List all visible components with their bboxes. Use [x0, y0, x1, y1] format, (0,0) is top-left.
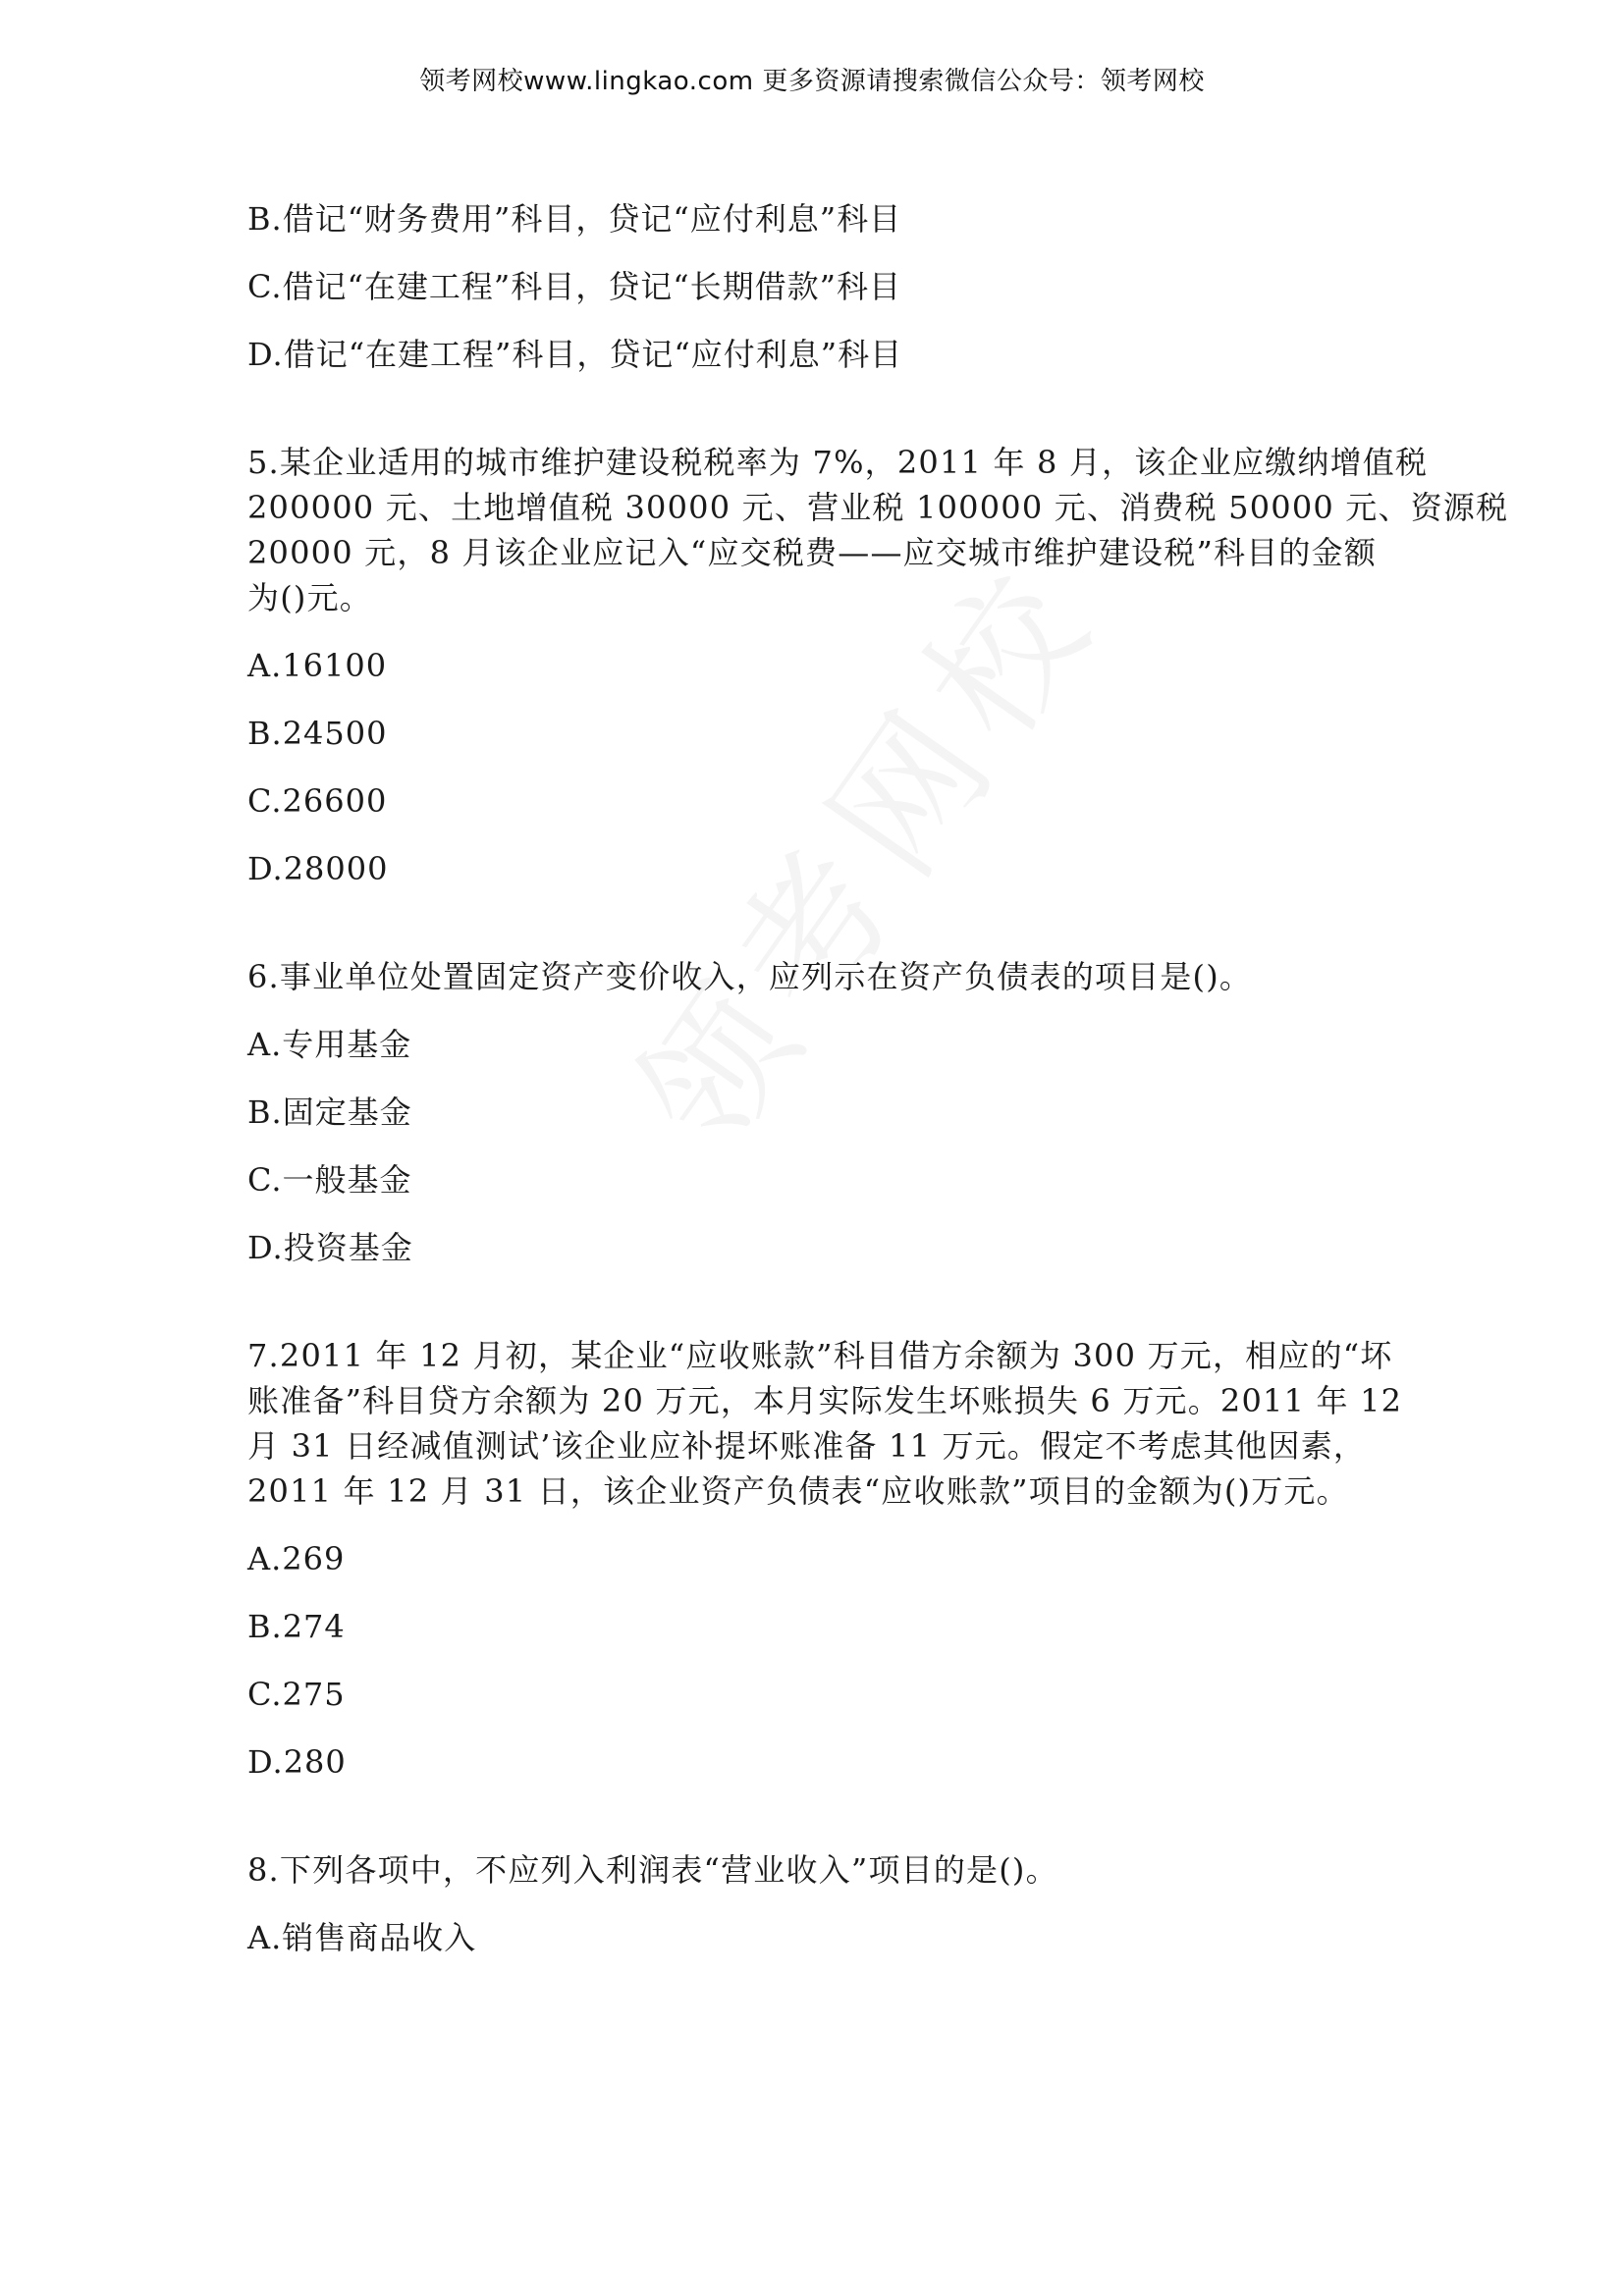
page-header: 领考网校www.lingkao.com 更多资源请搜索微信公众号：领考网校	[419, 67, 1205, 96]
text-line: B.274	[247, 1608, 346, 1645]
text-line: 200000 元、土地增值税 30000 元、营业税 100000 元、消费税 50000 元、资源税	[247, 489, 1509, 526]
answer-option	[247, 1915, 1386, 1960]
text-line: B.固定基金	[247, 1094, 412, 1131]
answer-option	[247, 711, 1386, 756]
text-line: D.28000	[247, 850, 389, 887]
answer-option	[247, 643, 1386, 688]
text-line: 8.下列各项中，不应列入利润表“营业收入”项目的是()。	[247, 1851, 1058, 1889]
text-line: C.26600	[247, 782, 388, 820]
answer-option	[247, 332, 1386, 377]
question-text	[247, 954, 1386, 999]
text-line: D.投资基金	[247, 1229, 413, 1266]
answer-option	[247, 778, 1386, 824]
text-line: A.269	[247, 1540, 346, 1577]
text-line: C.借记“在建工程”科目，贷记“长期借款”科目	[247, 268, 901, 305]
text-line: 7.2011 年 12 月初，某企业“应收账款”科目借方余额为 300 万元，相应的“坏	[247, 1337, 1393, 1374]
answer-option	[247, 1536, 1386, 1581]
answer-option	[247, 264, 1386, 309]
answer-option	[247, 1225, 1386, 1270]
text-line: 为()元。	[247, 579, 372, 616]
text-line: 20000 元，8 月该企业应记入“应交税费——应交城市维护建设税”科目的金额	[247, 534, 1378, 571]
text-line: 5.某企业适用的城市维护建设税税率为 7%，2011 年 8 月，该企业应缴纳增值税	[247, 444, 1429, 481]
answer-option	[247, 1739, 1386, 1785]
text-line: 2011 年 12 月 31 日，该企业资产负债表“应收账款”项目的金额为()万元。	[247, 1472, 1349, 1510]
question-text	[247, 1847, 1386, 1893]
answer-option	[247, 1672, 1386, 1717]
answer-option	[247, 196, 1386, 241]
answer-option	[247, 1157, 1386, 1202]
document-body	[247, 196, 1509, 1983]
text-line: A.16100	[247, 647, 388, 684]
text-line: A.专用基金	[247, 1026, 412, 1063]
text-line: C.一般基金	[247, 1161, 412, 1199]
text-line: C.275	[247, 1676, 346, 1713]
answer-option	[247, 1090, 1386, 1135]
text-line: 账准备”科目贷方余额为 20 万元，本月实际发生坏账损失 6 万元。2011 年 12	[247, 1382, 1403, 1419]
text-line: 6.事业单位处置固定资产变价收入，应列示在资产负债表的项目是()。	[247, 958, 1253, 995]
answer-option	[247, 846, 1386, 891]
question-text	[247, 440, 1509, 620]
answer-option	[247, 1604, 1386, 1649]
question-text	[247, 1333, 1403, 1514]
text-line: B.借记“财务费用”科目，贷记“应付利息”科目	[247, 200, 902, 238]
text-line: D.280	[247, 1743, 347, 1781]
text-line: 月 31 日经减值测试’该企业应补提坏账准备 11 万元。假定不考虑其他因素，	[247, 1427, 1367, 1465]
text-line: B.24500	[247, 715, 388, 752]
answer-option	[247, 1022, 1386, 1067]
text-line: A.销售商品收入	[247, 1919, 477, 1956]
text-line: D.借记“在建工程”科目，贷记“应付利息”科目	[247, 336, 903, 373]
